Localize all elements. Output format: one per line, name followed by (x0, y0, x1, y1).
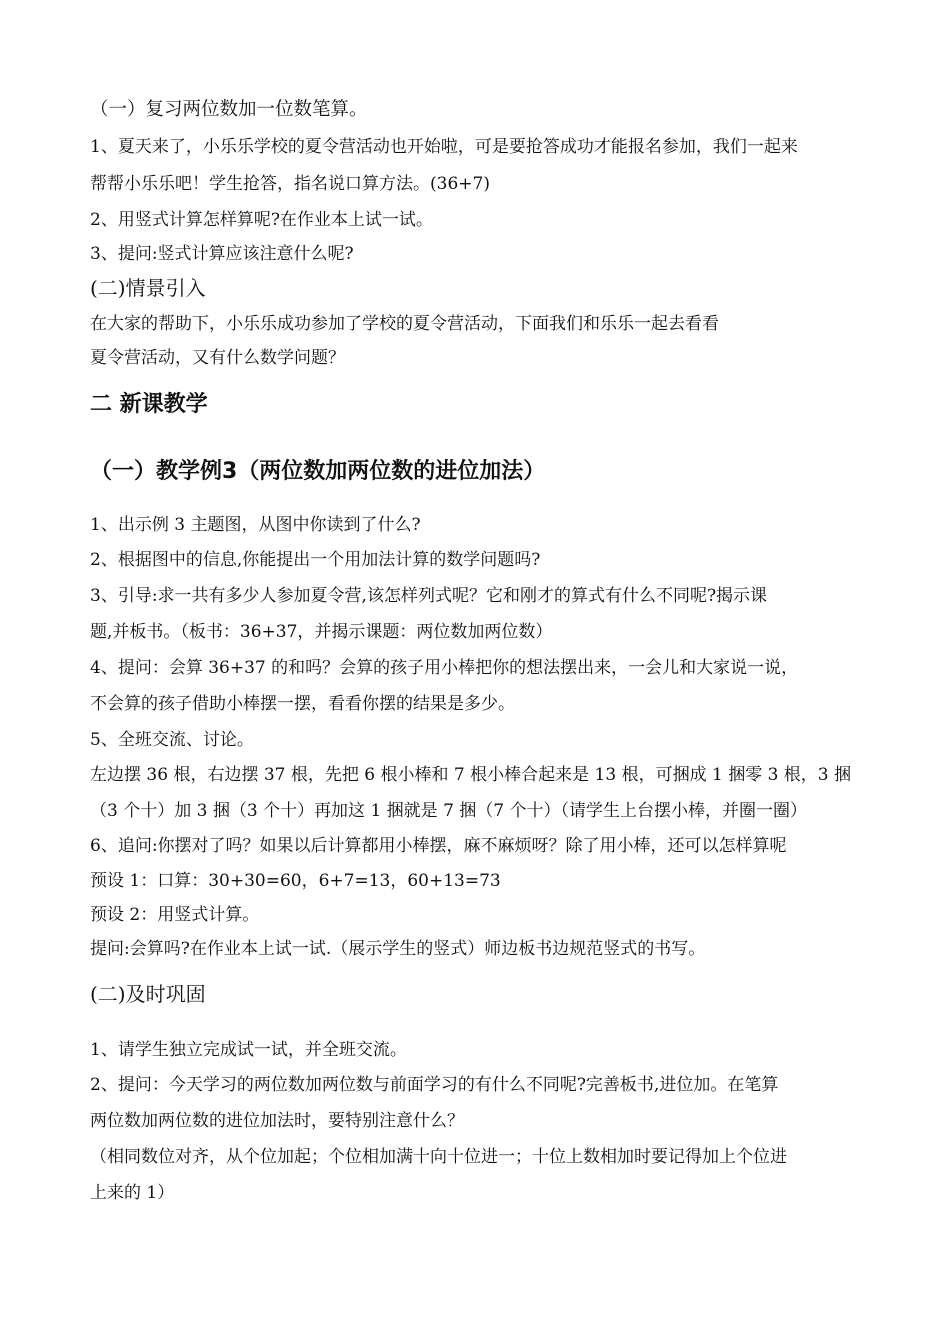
sticks-line-1: 左边摆 36 根，右边摆 37 根，先把 6 根小棒和 7 根小棒合起来是 13 根，可捆成 1 捆零 3 根，3 捆 (90, 765, 852, 785)
review-line-2: 帮帮小乐乐吧！学生抢答，指名说口算方法。(36+7) (90, 174, 490, 194)
consolidate-heading: (二)及时巩固 (90, 982, 206, 1006)
scene-line-2: 夏令营活动，又有什么数学问题？ (90, 348, 345, 368)
scene-heading: (二)情景引入 (90, 276, 206, 300)
preset-2: 预设 2：用竖式计算。 (90, 905, 260, 925)
consolidate-line-1: 1、请学生独立完成试一试，并全班交流。 (90, 1040, 407, 1060)
scene-line-1: 在大家的帮助下，小乐乐成功参加了学校的夏令营活动，下面我们和乐乐一起去看看 (90, 314, 719, 334)
sticks-line-2: （3 个十）加 3 捆（3 个十）再加这 1 捆就是 7 捆（7 个十）（请学生上台摆小棒，并圈一圈） (90, 801, 808, 821)
review-line-3: 2、用竖式计算怎样算呢?在作业本上试一试。 (90, 210, 433, 230)
preset-1: 预设 1：口算：30+30=60，6+7=13，60+13=73 (90, 871, 501, 891)
consolidate-line-4: （相同数位对齐，从个位加起；个位相加满十向十位进一；十位上数相加时要记得加上个位进 (90, 1147, 787, 1167)
step-4-line-2: 不会算的孩子借助小棒摆一摆，看看你摆的结果是多少。 (90, 694, 515, 714)
prompt-line: 提问:会算吗?在作业本上试一试.（展示学生的竖式）师边板书边规范竖式的书写。 (90, 939, 706, 959)
step-5: 5、全班交流、讨论。 (90, 730, 254, 750)
step-3-line-2: 题,并板书。（板书：36+37，并揭示课题：两位数加两位数） (90, 622, 553, 642)
review-line-1: 1、夏天来了，小乐乐学校的夏令营活动也开始啦，可是要抢答成功才能报名参加，我们一起来 (90, 137, 798, 157)
section-heading-new-lesson: 二 新课教学 (90, 392, 208, 417)
step-3-line-1: 3、引导:求一共有多少人参加夏令营,该怎样列式呢？它和刚才的算式有什么不同呢?揭示课 (90, 586, 768, 606)
review-heading: （一）复习两位数加一位数笔算。 (90, 99, 368, 120)
consolidate-line-2: 2、提问：今天学习的两位数加两位数与前面学习的有什么不同呢?完善板书,进位加。在笔算 (90, 1075, 779, 1095)
consolidate-line-5: 上来的 1） (90, 1183, 175, 1203)
step-4-line-1: 4、提问：会算 36+37 的和吗？会算的孩子用小棒把你的想法摆出来，一会儿和大家说一说， (90, 658, 799, 678)
review-line-4: 3、提问:竖式计算应该注意什么呢? (90, 244, 354, 264)
example-3-heading: （一）教学例3（两位数加两位数的进位加法） (90, 459, 546, 484)
step-6: 6、追问:你摆对了吗？如果以后计算都用小棒摆，麻不麻烦呀？除了用小棒，还可以怎样算呢 (90, 836, 787, 856)
step-1: 1、出示例 3 主题图，从图中你读到了什么? (90, 515, 421, 535)
consolidate-line-3: 两位数加两位数的进位加法时，要特别注意什么？ (90, 1111, 464, 1131)
step-2: 2、根据图中的信息,你能提出一个用加法计算的数学问题吗? (90, 550, 541, 570)
